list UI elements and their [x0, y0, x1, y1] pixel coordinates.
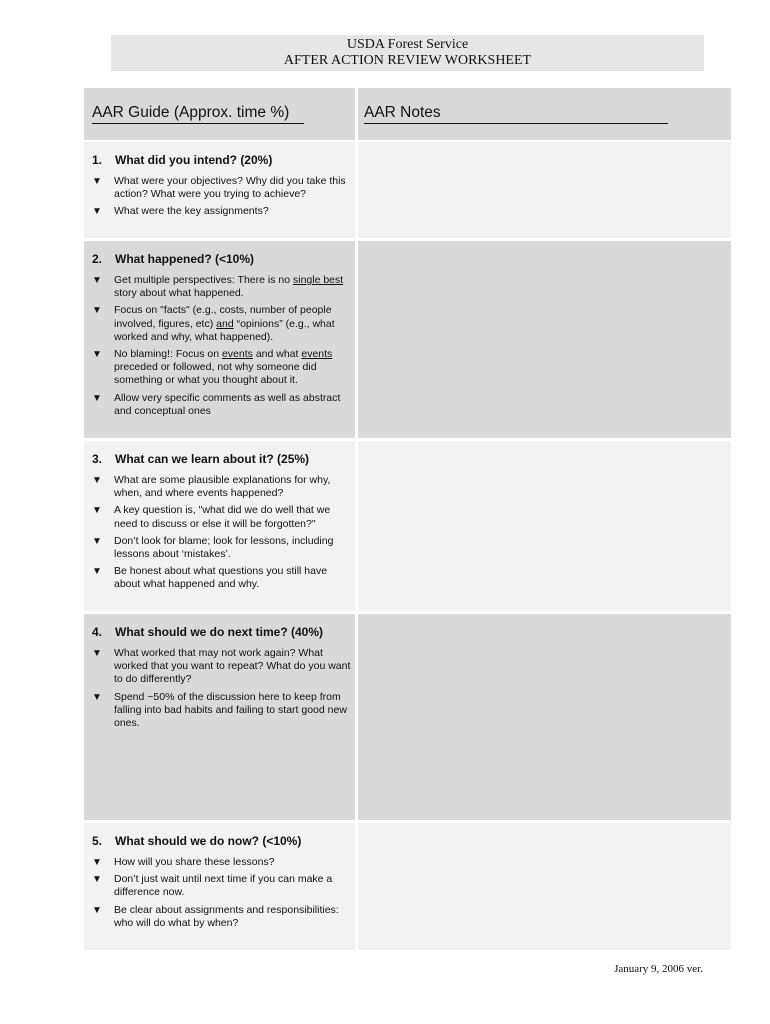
guide-bullet [92, 535, 354, 561]
guide-bullet [92, 904, 354, 930]
version-date: January 9, 2006 ver. [614, 963, 703, 975]
guide-bullet [92, 873, 354, 899]
down-triangle-icon: ▼ [92, 176, 102, 187]
section-title-text: What should we do next time? (40%) [115, 625, 324, 639]
down-triangle-icon: ▼ [92, 349, 102, 361]
bullet-text: A key question is, "what did we do well that we need to discuss or else it will be forgotten?" [114, 504, 331, 530]
section-title [92, 625, 323, 639]
notes-cell-section-5[interactable] [358, 823, 731, 950]
bullet-text: preceded or followed, not why someone did something or what you thought about it. [114, 361, 317, 387]
down-triangle-icon: ▼ [92, 904, 102, 916]
underlined-text: and [216, 317, 234, 330]
underlined-text: events [301, 348, 333, 361]
bullet-text: What worked that may not work again? What worked that you want to repeat? What do you want to do differently? [114, 647, 351, 686]
bullet-text: Don’t just wait until next time if you can make a difference now. [114, 873, 333, 899]
guide-bullet [92, 304, 354, 344]
bullet-text: Be honest about what questions you still have about what happened and why. [114, 565, 328, 591]
bullet-text: “opinions” (e.g., what worked and why, what happened). [114, 317, 335, 343]
section-number: 1. [92, 153, 103, 167]
worksheet-title-box [111, 35, 704, 71]
down-triangle-icon: ▼ [92, 206, 102, 218]
down-triangle-icon: ▼ [92, 874, 102, 886]
bullet-text: Allow very specific comments as well as abstract and conceptual ones [114, 391, 341, 417]
org-name: USDA Forest Service [346, 37, 469, 52]
underlined-text: events [221, 348, 253, 361]
bullet-text: What were the key assignments? [114, 205, 269, 218]
section-title-text: What can we learn about it? (25%) [115, 452, 310, 466]
notes-cell-section-4[interactable] [358, 614, 731, 820]
section-number: 5. [92, 834, 103, 848]
section-title [92, 153, 272, 167]
down-triangle-icon: ▼ [92, 275, 102, 286]
bullet-text: What were your objectives? Why did you take this action? What were you trying to achieve? [114, 175, 346, 201]
guide-bullet [92, 205, 354, 218]
bullet-text: What are some plausible explanations for why, when, and where events happened? [114, 474, 331, 500]
notes-cell-section-2[interactable] [358, 241, 731, 438]
notes-column-header [358, 88, 731, 140]
notes-cell-section-3[interactable] [358, 441, 731, 611]
bullet-text: Spend ~50% of the discussion here to keep from falling into bad habits and failing to start good new ones. [114, 690, 347, 730]
section-title-text: What happened? (<10%) [115, 252, 255, 266]
guide-cell-section-4 [84, 614, 355, 820]
section-title [92, 452, 309, 466]
down-triangle-icon: ▼ [92, 691, 102, 703]
guide-bullet [92, 175, 354, 201]
guide-cell-section-3 [84, 441, 355, 611]
underlined-text: single best [292, 274, 344, 286]
guide-cell-section-1 [84, 142, 355, 238]
bullet-text: story about what happened. [114, 287, 244, 300]
guide-bullet-list [92, 474, 354, 596]
bullet-text: Don’t look for blame; look for lessons, including lessons about ‘mistakes’. [114, 534, 334, 561]
guide-bullet [92, 348, 354, 388]
guide-bullet-list [92, 647, 354, 734]
guide-column-header [84, 88, 355, 140]
guide-cell-section-5 [84, 823, 355, 950]
section-title-text: What should we do now? (<10%) [115, 834, 302, 848]
section-number: 4. [92, 625, 103, 639]
guide-bullet-list [92, 175, 354, 223]
guide-cell-section-2 [84, 241, 355, 438]
bullet-text: Get multiple perspectives: There is no [114, 274, 293, 286]
down-triangle-icon: ▼ [92, 392, 102, 404]
down-triangle-icon: ▼ [92, 505, 102, 517]
bullet-text: Be clear about assignments and responsibilities: who will do what by when? [114, 903, 339, 929]
bullet-text: No blaming!: Focus on [114, 348, 222, 361]
section-title [92, 252, 254, 266]
down-triangle-icon: ▼ [92, 648, 102, 659]
bullet-text: and what [252, 348, 302, 361]
section-title [92, 834, 301, 848]
section-title-text: What did you intend? (20%) [115, 153, 273, 167]
bullet-text: Focus on "facts" (e.g., costs, number of people involved, figures, etc) [114, 304, 332, 330]
guide-bullet [92, 504, 354, 530]
down-triangle-icon: ▼ [92, 566, 102, 578]
bullet-text: How will you share these lessons? [114, 856, 275, 868]
guide-bullet [92, 691, 354, 731]
guide-column-title: AAR Guide (Approx. time %) [92, 104, 304, 124]
guide-bullet-list [92, 856, 354, 934]
down-triangle-icon: ▼ [92, 857, 102, 868]
down-triangle-icon: ▼ [92, 535, 102, 547]
notes-column-title: AAR Notes [364, 104, 668, 124]
notes-cell-section-1[interactable] [358, 142, 731, 238]
guide-bullet [92, 274, 354, 300]
down-triangle-icon: ▼ [92, 305, 102, 317]
section-number: 3. [92, 452, 103, 466]
guide-bullet-list [92, 274, 354, 422]
down-triangle-icon: ▼ [92, 475, 102, 486]
guide-bullet [92, 565, 354, 591]
guide-bullet [92, 856, 354, 869]
worksheet-title: AFTER ACTION REVIEW WORKSHEET [283, 53, 532, 68]
guide-bullet [92, 392, 354, 418]
guide-bullet [92, 474, 354, 500]
section-number: 2. [92, 252, 103, 266]
guide-bullet [92, 647, 354, 687]
